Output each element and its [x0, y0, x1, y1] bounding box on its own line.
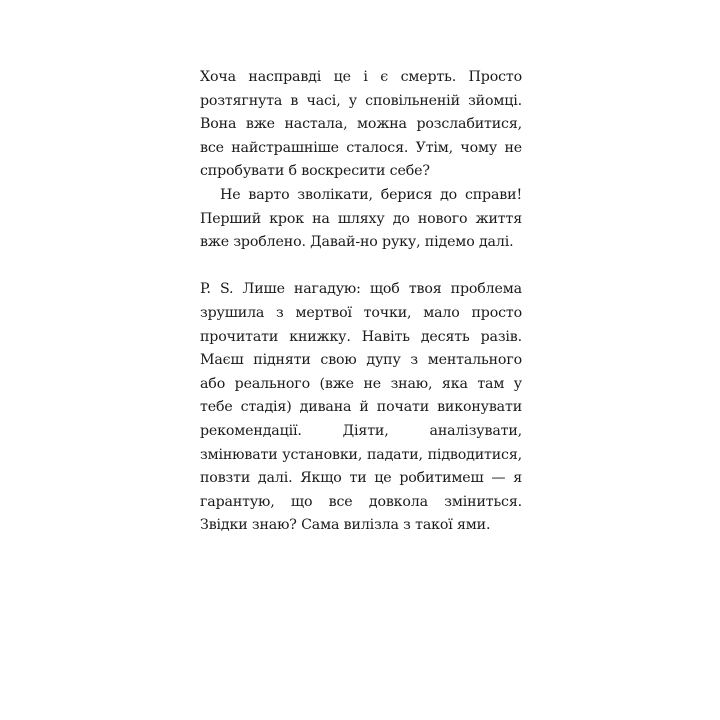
page-text — [200, 66, 522, 538]
paragraph-postscript: P. S. Лише нагадую: щоб твоя проблема зрушила з мертвої точки, мало просто прочитати книжку. Навіть десять разів. Маєш підняти свою дупу з ментального або реального (вже не знаю, яка там у тебе стадія) дивана й почати виконувати рекомендації. Діяти, аналізувати, змінювати установки, падати, підводитися, повзти далі. Якщо ти це робитимеш — я гарантую, що все довкола зміниться. Звідки знаю? Сама вилізла з такої ями. — [200, 281, 522, 534]
paragraph-next-step: Не варто зволікати, берися до справи! Перший крок на шляху до нового життя вже зроблено. Давай-но руку, підемо далі. — [200, 186, 522, 251]
paragraph-death: Хоча насправді це і є смерть. Просто розтягнута в часі, у сповільненій зйомці. Вона вже настала, можна розслабитися, все найстрашніше сталося. Утім, чому не спробувати б воскресити себе? — [200, 69, 522, 180]
